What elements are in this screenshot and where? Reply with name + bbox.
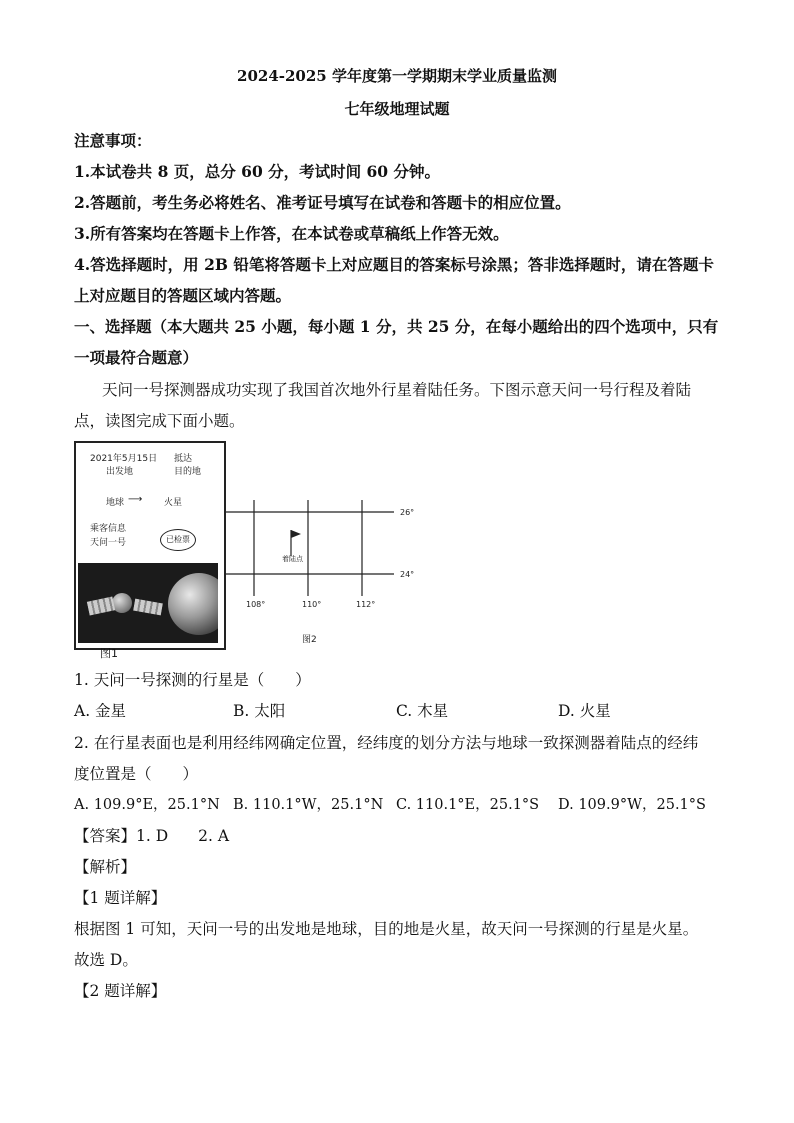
ticket-passenger-name: 天问一号 <box>90 538 127 548</box>
figure-1-caption: 图1 <box>100 647 118 660</box>
question-2-stem: 2. 在行星表面也是利用经纬网确定位置，经纬度的划分方法与地球一致探测器着陆点的经纬 <box>74 734 699 752</box>
notice-heading: 注意事项： <box>74 131 152 150</box>
q2-analysis-label: 【2 题详解】 <box>74 982 167 1000</box>
answer-row <box>74 826 229 846</box>
answer-2: 2. A <box>198 827 230 845</box>
analysis-label: 【解析】 <box>74 858 137 876</box>
planet-icon <box>168 573 218 635</box>
notice-item-2: 2.答题前，考生务必将姓名、准考证号填写在试卷和答题卡的相应位置。 <box>74 193 571 212</box>
solar-panel-icon <box>133 599 163 616</box>
ticket-arrive-label-2: 目的地 <box>174 467 202 477</box>
q1-analysis-label: 【1 题详解】 <box>74 889 167 907</box>
notice-item-3: 3.所有答案均在答题卡上作答，在本试卷或草稿纸上作答无效。 <box>74 224 509 243</box>
lon-label-110: 110° <box>302 600 322 609</box>
ticket-date: 2021年5月15日 <box>90 454 158 464</box>
q2-option-b: B. 110.1°W，25.1°N <box>233 797 384 813</box>
q2-option-a: A. 109.9°E，25.1°N <box>74 797 220 813</box>
notice-item-4-cont: 上对应题目的答题区域内答题。 <box>74 286 292 305</box>
notice-item-4: 4.答选择题时，用 2B 铅笔将答题卡上对应题目的答案标号涂黑；答非选择题时，请在答题卡 <box>74 255 714 274</box>
answer-1: 1. D <box>136 827 169 845</box>
q1-option-a: A. 金星 <box>74 702 127 720</box>
q1-option-c: C. 木星 <box>396 702 449 720</box>
q1-analysis-text: 根据图 1 可知，天问一号的出发地是地球，目的地是火星，故天问一号探测的行星是火星。 <box>74 920 699 938</box>
landing-point-label: 着陆点 <box>282 555 303 563</box>
ticket-arrive-label-1: 抵达 <box>174 454 193 464</box>
answer-label: 【答案】 <box>74 827 137 845</box>
notice-item-1: 1.本试卷共 8 页，总分 60 分，考试时间 60 分钟。 <box>74 162 440 181</box>
figure-1-ticket <box>74 441 226 650</box>
q1-analysis-conclusion: 故选 D。 <box>74 951 138 969</box>
question-1-stem: 1. 天问一号探测的行星是（ ） <box>74 671 311 689</box>
lat-label-24: 24° <box>400 570 415 579</box>
lon-label-112: 112° <box>356 600 376 609</box>
q2-option-c: C. 110.1°E，25.1°S <box>396 797 540 813</box>
space-photo <box>78 563 218 643</box>
ticket-depart-label: 出发地 <box>106 467 134 477</box>
figure-2-grid <box>222 496 415 646</box>
q1-option-d: D. 火星 <box>558 702 611 720</box>
section-heading-cont: 一项最符合题意） <box>74 348 199 367</box>
passage-line-2: 点，读图完成下面小题。 <box>74 412 245 430</box>
exam-subtitle: 七年级地理试题 <box>344 100 450 118</box>
solar-panel-icon <box>87 596 115 615</box>
passage-line-1: 天问一号探测器成功实现了我国首次地外行星着陆任务。下图示意天问一号行程及着陆 <box>102 381 692 399</box>
ticket-route-from: 地球 <box>106 498 125 508</box>
lon-label-108: 108° <box>246 600 266 609</box>
lat-label-26: 26° <box>400 508 415 517</box>
section-heading: 一、选择题（本大题共 25 小题，每小题 1 分，共 25 分，在每小题给出的四个选项中，只有 <box>74 317 719 336</box>
route-arrow-icon: ⟶ <box>128 494 143 505</box>
question-2-stem-cont: 度位置是（ ） <box>74 765 199 783</box>
ticket-passenger-label: 乘客信息 <box>90 524 127 534</box>
q1-option-b: B. 太阳 <box>233 702 286 720</box>
figure-2-caption: 图2 <box>302 635 317 645</box>
grid-svg <box>222 496 415 646</box>
checked-stamp: 已检票 <box>160 529 196 551</box>
ticket-route-to: 火星 <box>164 498 183 508</box>
exam-title: 2024-2025 学年度第一学期期末学业质量监测 <box>237 67 557 85</box>
q2-option-d: D. 109.9°W，25.1°S <box>558 797 706 813</box>
flag-icon <box>291 530 301 538</box>
